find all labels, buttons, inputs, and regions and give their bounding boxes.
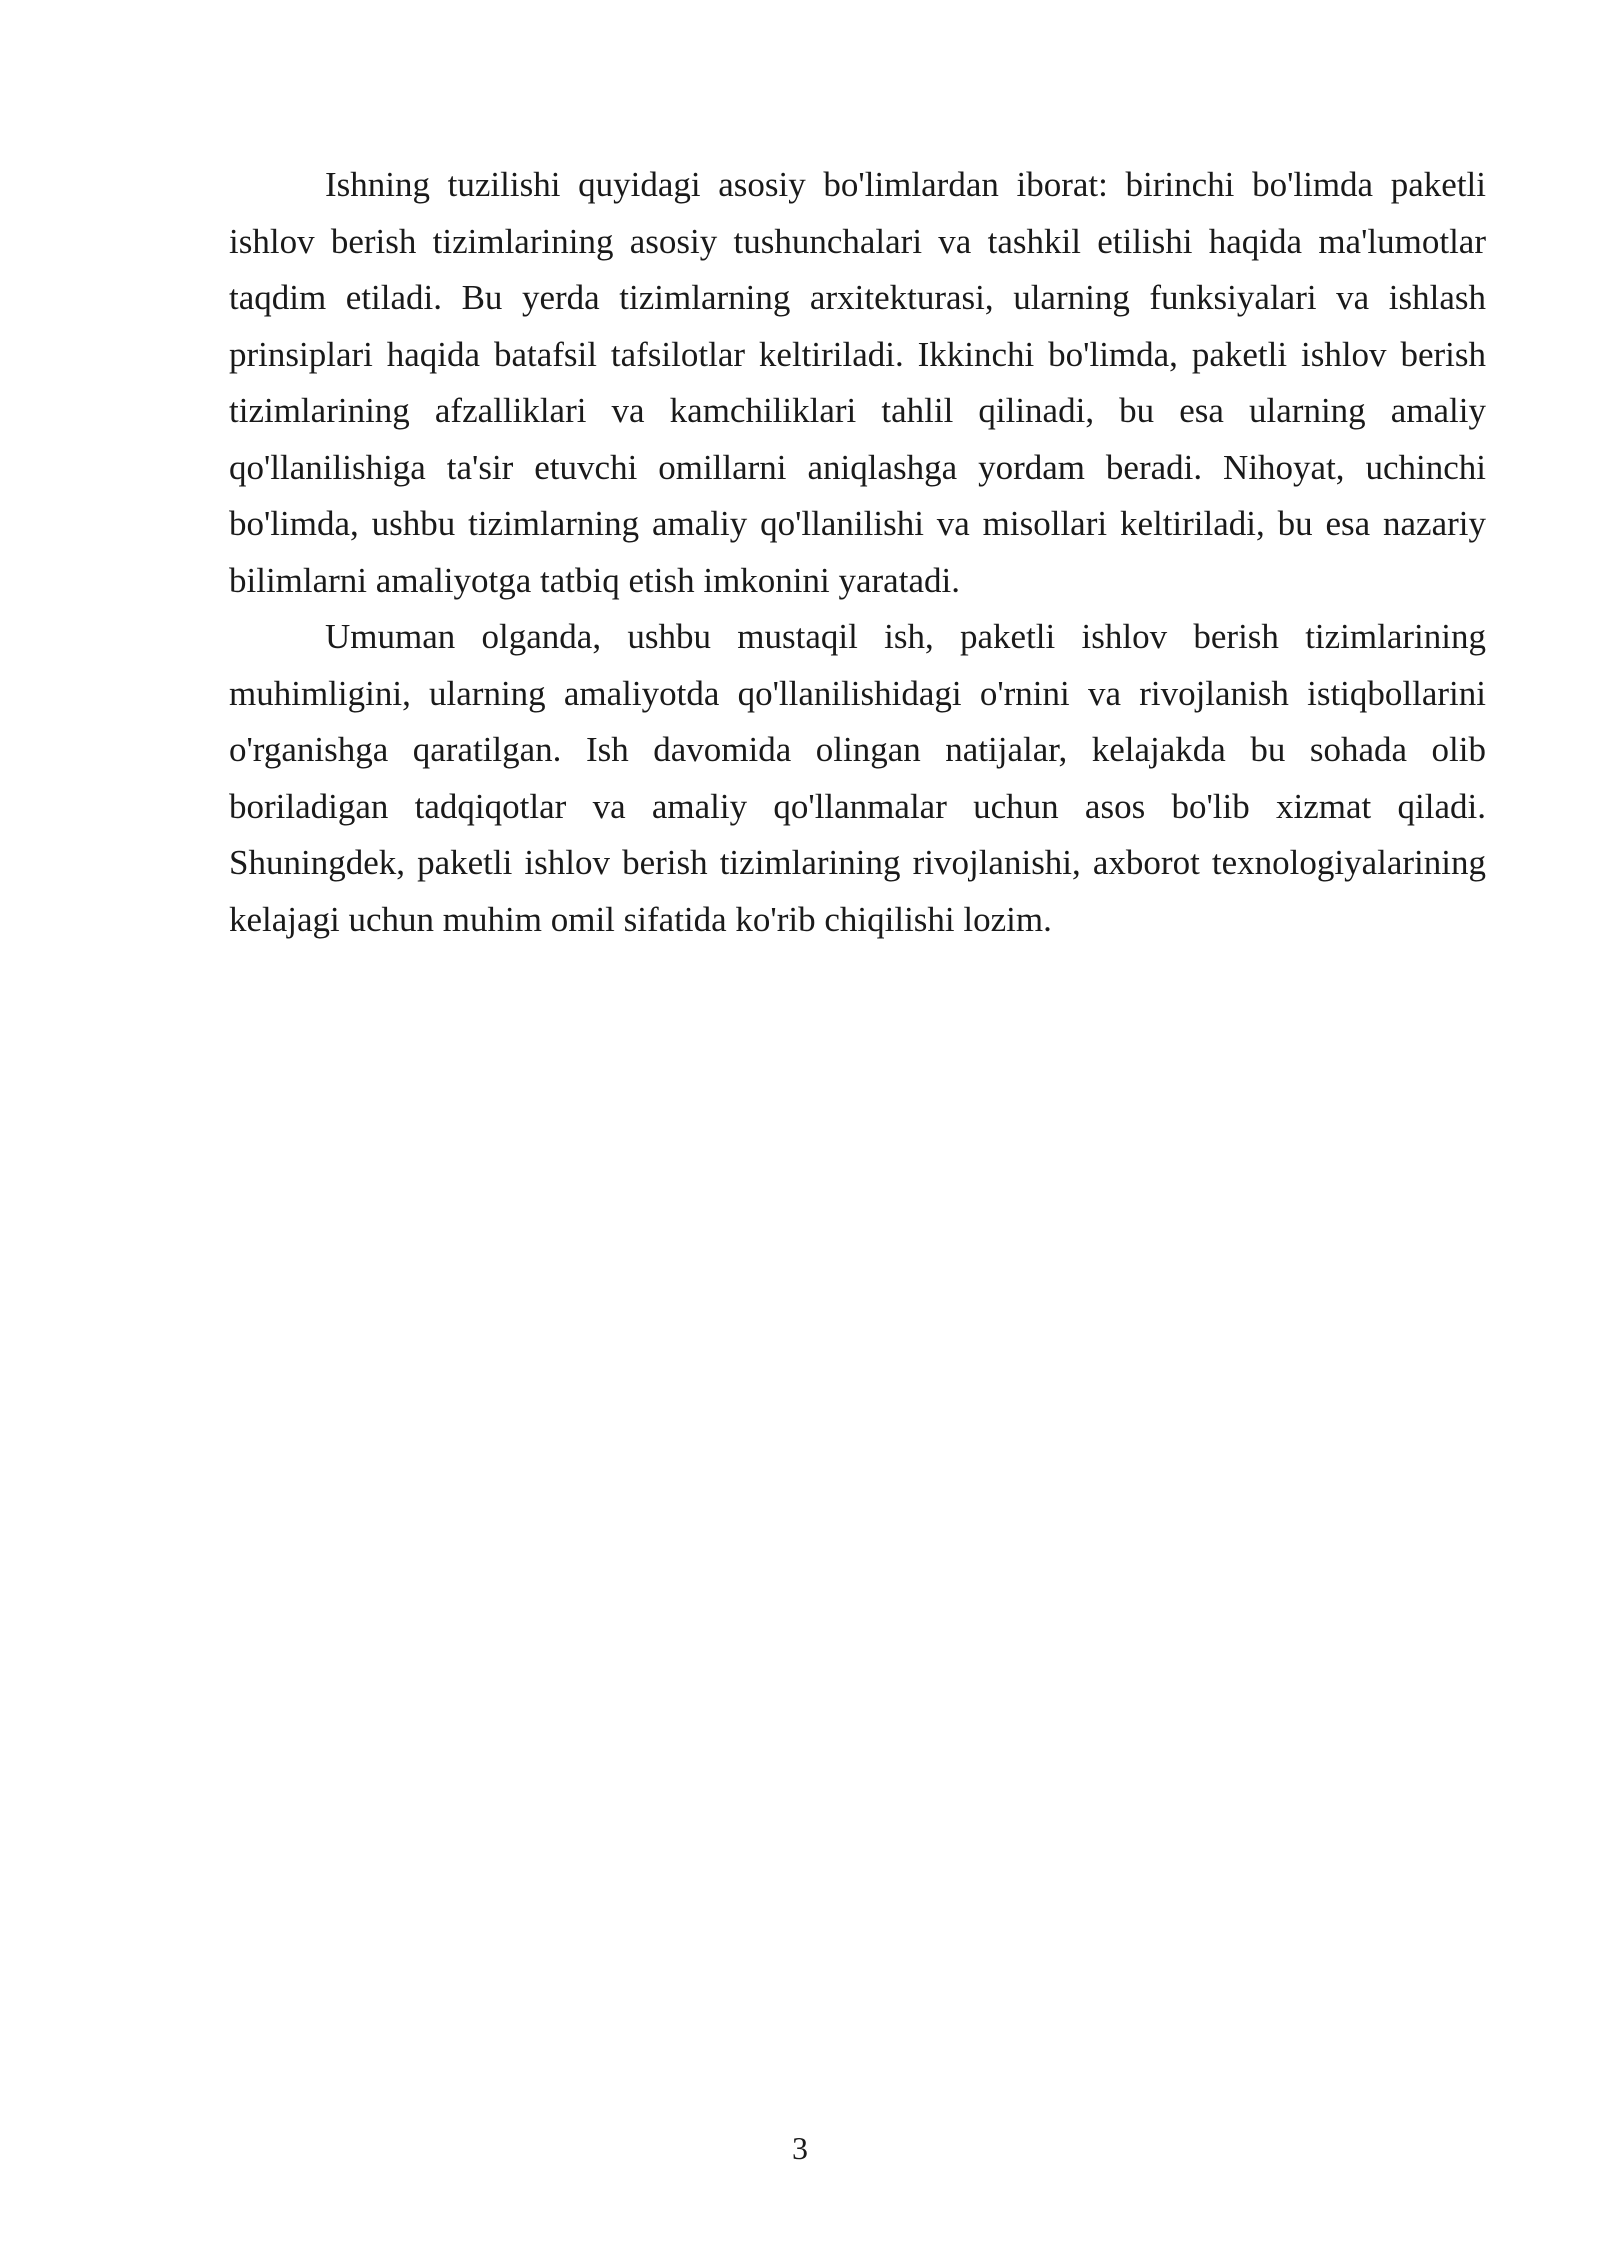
paragraph-conclusion: Umuman olganda, ushbu mustaqil ish, paketli ishlov berish tizimlarining muhimligini, ularning amaliyotda qo'llanilishidagi o'rnini va rivojlanish istiqbollarini o'rganishga qaratilgan. Ish davomida olingan natijalar, kelajakda bu sohada olib boriladigan tadqiqotlar va amaliy qo'llanmalar uchun asos bo'lib xizmat qiladi. Shuningdek, paketli ishlov berish tizimlarining rivojlanishi, axborot texnologiyalarining kelajagi uchun muhim omil sifatida ko'rib chiqilishi lozim.: [229, 617, 1486, 939]
page-number: 3: [792, 2130, 808, 2166]
paragraph-structure: Ishning tuzilishi quyidagi asosiy bo'limlardan iborat: birinchi bo'limda paketli ishlov berish tizimlarining asosiy tushunchalari va tashkil etilishi haqida ma'lumotlar taqdim etiladi. Bu yerda tizimlarning arxitekturasi, ularning funksiyalari va ishlash prinsiplari haqida batafsil tafsilotlar keltiriladi. Ikkinchi bo'limda, paketli ishlov berish tizimlarining afzalliklari va kamchiliklari tahlil qilinadi, bu esa ularning amaliy qo'llanilishiga ta'sir etuvchi omillarni aniqlashga yordam beradi. Nihoyat, uchinchi bo'limda, ushbu tizimlarning amaliy qo'llanilishi va misollari keltiriladi, bu esa nazariy bilimlarni amaliyotga tatbiq etish imkonini yaratadi.: [229, 165, 1486, 600]
body-text: [229, 157, 1486, 948]
